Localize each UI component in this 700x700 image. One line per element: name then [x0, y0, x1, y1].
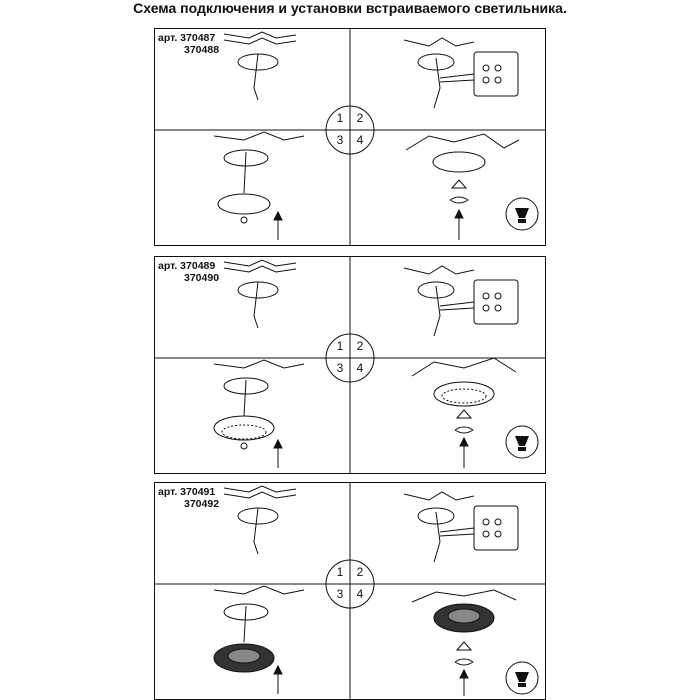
arrow-up-icon: [274, 212, 282, 240]
step-number-2: 2: [356, 565, 364, 579]
step-number-3: 3: [336, 361, 344, 375]
arrow-up-icon: [274, 440, 282, 468]
ceiling-hole-icon: [404, 266, 474, 336]
terminal-block-icon: [474, 280, 518, 324]
lamp-fixture-icon: [406, 134, 519, 203]
arrow-up-icon: [460, 438, 468, 468]
lamp-fixture-icon: [214, 132, 304, 223]
terminal-block-icon: [474, 506, 518, 550]
step-number-4: 4: [356, 361, 364, 375]
ceiling-hole-icon: [404, 492, 474, 562]
arrow-up-icon: [274, 666, 282, 694]
step-number-3: 3: [336, 133, 344, 147]
bulb-icon: [506, 662, 538, 694]
step-number-1: 1: [336, 111, 344, 125]
article-label: [158, 486, 219, 510]
lamp-fixture-icon: [214, 360, 304, 449]
step-number-4: 4: [356, 133, 364, 147]
ceiling-hole-icon: [224, 486, 296, 554]
panel-graphics: [154, 28, 546, 246]
article-label: [158, 260, 219, 284]
step-number-1: 1: [336, 339, 344, 353]
step-number-3: 3: [336, 587, 344, 601]
article-label: [158, 32, 219, 56]
article-line1: арт. 370491: [158, 486, 216, 498]
step-number-2: 2: [356, 339, 364, 353]
article-line2: 370492: [184, 498, 220, 510]
panel-graphics: [154, 256, 546, 474]
arrow-up-icon: [460, 670, 468, 696]
lamp-fixture-icon: [214, 586, 304, 672]
bulb-icon: [506, 426, 538, 458]
diagram-panel-3: [154, 482, 546, 700]
arrow-up-icon: [455, 210, 463, 240]
step-number-4: 4: [356, 587, 364, 601]
step-number-1: 1: [336, 565, 344, 579]
terminal-block-icon: [474, 52, 518, 96]
article-line2: 370490: [184, 272, 220, 284]
diagram-panel-1: [154, 28, 546, 246]
step-number-2: 2: [356, 111, 364, 125]
ceiling-hole-icon: [224, 32, 296, 100]
diagram-panel-2: [154, 256, 546, 474]
article-line1: арт. 370489: [158, 260, 216, 272]
ceiling-hole-icon: [224, 260, 296, 328]
article-line1: арт. 370487: [158, 32, 216, 44]
bulb-icon: [506, 198, 538, 230]
article-line2: 370488: [184, 44, 220, 56]
ceiling-hole-icon: [404, 38, 474, 108]
page-title: Схема подключения и установки встраиваемого светильника.: [133, 0, 567, 16]
lamp-fixture-icon: [412, 590, 516, 665]
lamp-fixture-icon: [412, 358, 516, 433]
panel-graphics: [154, 482, 546, 700]
